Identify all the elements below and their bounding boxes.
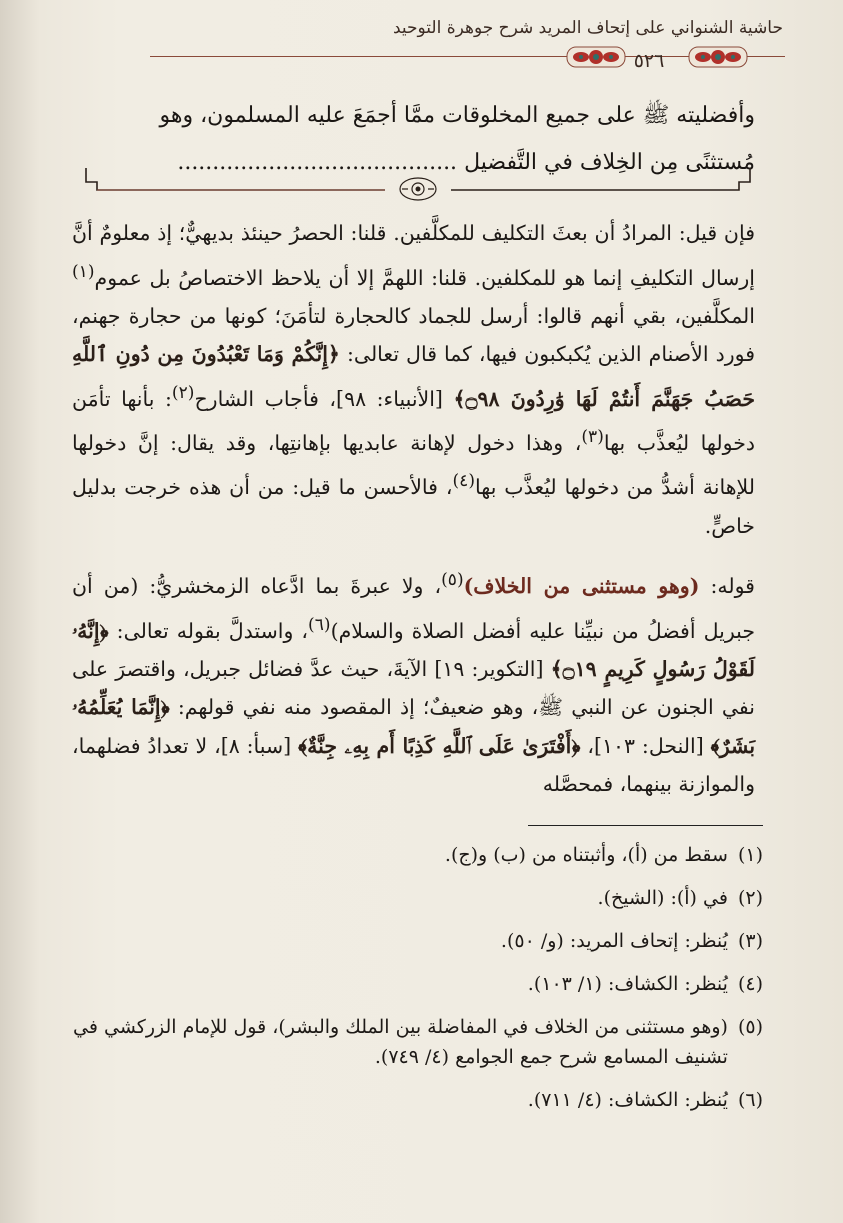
running-title: حاشية الشنواني على إتحاف المريد شرح جوهرة التوحيد xyxy=(392,18,783,38)
text-run: قوله: xyxy=(699,574,755,599)
text-run: [الأنبياء: ٩٨]، فأجاب الشارح xyxy=(194,386,454,411)
footnote-number: (٦) xyxy=(737,1089,763,1111)
footnote-number: (٤) xyxy=(737,973,763,995)
text-run: المكلَّفين، بقي أنهم قالوا: أرسل للجماد كالحجارة لتأمَنَ؛ كونها من حجارة جهنم، فورد الأصنام الذين يُكبكبون فيها، كما قال تعالى: xyxy=(72,303,755,367)
text-run: ، ولا عبرةَ بما ادَّعاه الزمخشريُّ: (من أن جبريل أفضلُ من نبيِّنا عليه أفضل الصلاة والسلام) xyxy=(72,574,755,643)
footnote xyxy=(70,972,763,999)
footnote-ref[interactable]: (١) xyxy=(72,261,95,282)
footnote-ref[interactable]: (٣) xyxy=(581,427,604,448)
matn-line: وأفضليته ﷺ على جميع المخلوقات ممَّا أجمَعَ عليه المسلمون، وهو xyxy=(159,103,755,128)
footnote xyxy=(70,843,763,870)
rosette-ornament-icon xyxy=(398,176,438,202)
text-run: [سبأ: ٨]، لا تعدادُ فضلهما، والموازنة بينهما، فمحصَّله xyxy=(72,733,755,797)
text-run: : بأنها تأمَن دخولها ليُعذَّب بها xyxy=(72,386,755,455)
text-run: [التكوير: ١٩] الآيةَ، حيث عدَّ فضائل جبريل، واقتصرَ على نفي الجنون عن النبي ﷺ، وهو ضعيفٌ؛ إذ المقصود منه نفي قولهم: xyxy=(72,656,755,720)
footnote-ref[interactable]: (٢) xyxy=(171,382,195,403)
quran-verse: ﴿إِنَّهُۥ لَقَوْلُ رَسُولٍ كَرِيمٍ ۝١٩﴾ xyxy=(72,618,756,681)
footnote-number: (١) xyxy=(737,844,763,866)
quran-verse: ﴿إِنَّمَا يُعَلِّمُهُۥ بَشَرٌ﴾ xyxy=(72,695,756,758)
footnote-text: سقط من (أ)، وأثبتناه من (ب) و(ج). xyxy=(444,844,728,866)
quran-verse: ﴿أَفْتَرَىٰ عَلَى ٱللَّهِ كَذِبًا أَم بِهِۦ جِنَّةٌ﴾ xyxy=(298,733,581,758)
text-run: ، فالأحسن ما قيل: من أن هذه خرجت بدليل خاصٍّ. xyxy=(72,475,755,538)
footnote xyxy=(70,1088,763,1115)
footnote-number: (٢) xyxy=(737,887,763,909)
footnote-number: (٥) xyxy=(737,1016,763,1038)
text-run: فإن قيل: المرادُ أن بعثَ التكليف للمكلَّفين. قلنا: الحصرُ حينئذ بديهيٌّ؛ إذ معلومٌ أنَّ إرسال التكليفِ إنما هو للمكلفين. قلنا: اللهمَّ إلا أن يلاحظ الاختصاصُ بل عموم xyxy=(72,221,755,290)
footnote-ref[interactable]: (٦) xyxy=(308,614,331,635)
footnote-text: يُنظر: الكشاف: (٤/ ٧١١). xyxy=(527,1089,728,1111)
footnote xyxy=(70,1015,763,1072)
quoted-matn: (وهو مستثنى من الخلاف) xyxy=(463,574,700,599)
footnote xyxy=(70,886,763,913)
matn-line-text: مُستثنًى مِن الخِلاف في التَّفضيل xyxy=(464,150,755,175)
quran-verse: ﴿إِنَّكُمْ وَمَا تَعْبُدُونَ مِن دُونِ ٱللَّهِ حَصَبُ جَهَنَّمَ أَنتُمْ لَهَا وَٰرِدُونَ ۝٩٨﴾ xyxy=(72,342,755,411)
text-run: ، وهذا دخول لإهانة عابديها بإهانتِها، وقد يقال: إنَّ دخولها للإهانة أشدُّ من دخولها ليُعذَّب بها xyxy=(72,430,755,500)
commentary-body xyxy=(72,214,755,804)
footnote-separator xyxy=(528,825,763,826)
footnote-ref[interactable]: (٤) xyxy=(452,471,476,492)
footnotes xyxy=(70,843,763,1131)
footnote xyxy=(70,929,763,956)
footnote-text: (وهو مستثنى من الخلاف في المفاضلة بين الملك والبشر)، قول للإمام الزركشي في تشنيف المسامع شرح جمع الجوامع (٤/ ٧٤٩). xyxy=(73,1016,728,1068)
page-number: ٥٢٦ xyxy=(633,50,665,72)
floral-ornament-icon xyxy=(688,44,748,70)
footnote-text: يُنظر: الكشاف: (١/ ١٠٣). xyxy=(527,973,728,995)
footnote-text: في (أ): (الشيخ). xyxy=(597,887,728,909)
text-run: [النحل: ١٠٣]، xyxy=(580,733,711,758)
matn-dots: ........................................ xyxy=(177,150,458,175)
footnote-ref[interactable]: (٥) xyxy=(441,570,464,591)
text-run: ، واستدلَّ بقوله تعالى: xyxy=(108,618,309,643)
footnote-text: يُنظر: إتحاف المريد: (و/ ٥٠). xyxy=(500,930,728,952)
paragraph xyxy=(72,561,755,804)
paragraph xyxy=(72,214,755,545)
footnote-number: (٣) xyxy=(737,930,763,952)
